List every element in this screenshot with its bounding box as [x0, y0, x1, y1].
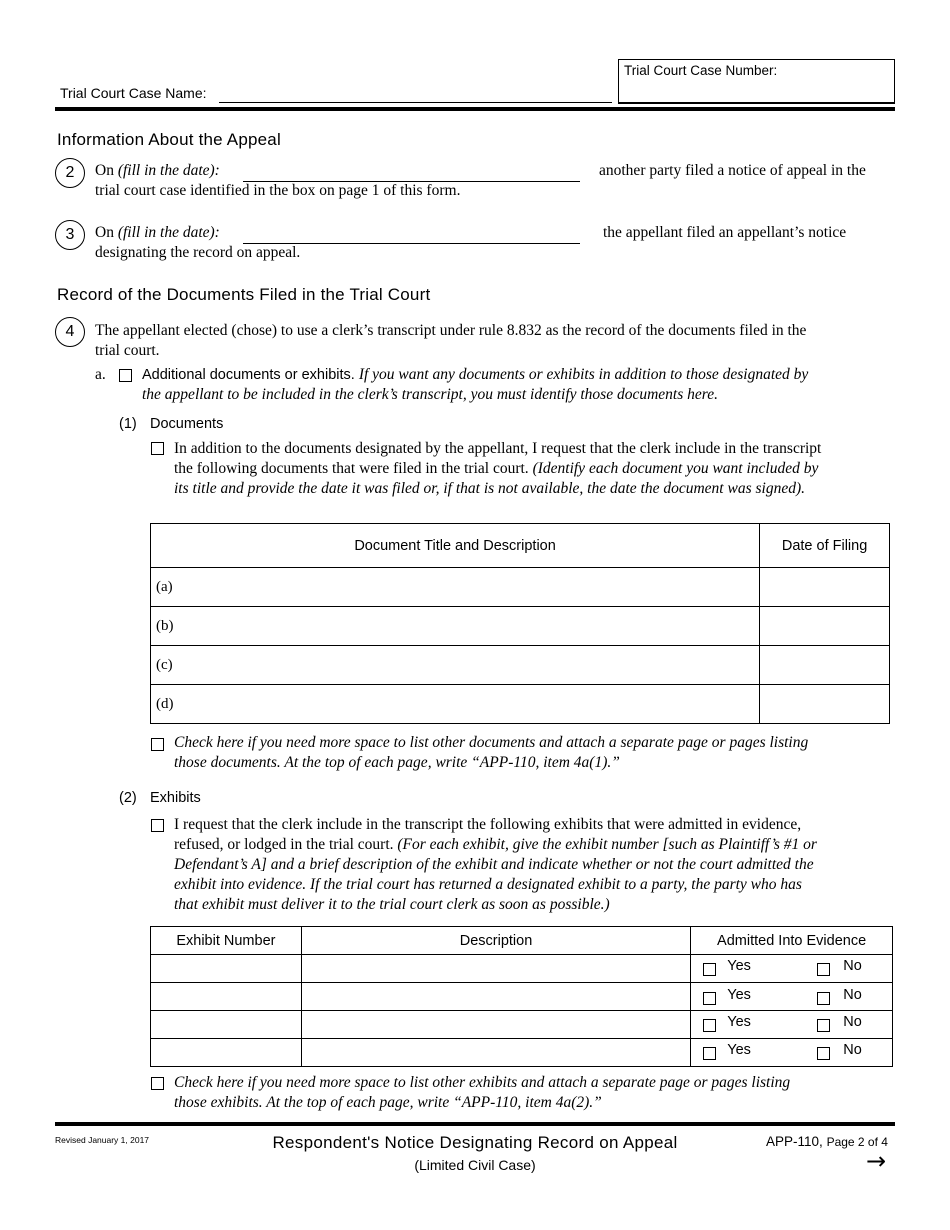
yes-label: Yes [727, 1014, 751, 1030]
item-4-number: 4 [55, 317, 85, 347]
documents-p2: the following documents that were filed in the trial court. (Identify each document you want included by [174, 460, 819, 477]
ex-col-description: Description [301, 927, 690, 955]
page-number: Page 2 of 4 [826, 1135, 888, 1149]
table-row [151, 568, 890, 607]
no-label: No [843, 987, 862, 1003]
item-3-prefix: On (fill in the date): [95, 224, 220, 241]
yes-checkbox[interactable] [703, 992, 716, 1005]
form-subtitle: (Limited Civil Case) [414, 1157, 536, 1173]
documents-num: (1) [119, 416, 137, 432]
yes-label: Yes [727, 958, 751, 974]
item-2-number: 2 [55, 158, 85, 188]
documents-p3: its title and provide the date it was filed or, if that is not available, the date the document was signed). [174, 480, 805, 497]
exhibits-p5: that exhibit must deliver it to the trial court clerk as soon as possible.) [174, 896, 610, 913]
item-4a-letter: a. [95, 366, 106, 383]
ex-number-cell[interactable] [151, 955, 302, 983]
item-2-line2: trial court case identified in the box on page 1 of this form. [95, 182, 461, 199]
table-row [151, 983, 893, 1011]
table-row [151, 685, 890, 724]
ex-number-cell[interactable] [151, 1011, 302, 1039]
exhibits-p2: refused, or lodged in the trial court. (For each exhibit, give the exhibit number [such as Plaintiff’s #1 or [174, 836, 817, 853]
documents-title: Documents [150, 416, 224, 432]
yes-label: Yes [727, 1042, 751, 1058]
item-2-suffix: another party filed a notice of appeal in the [599, 162, 866, 179]
header-rule [55, 107, 895, 111]
doc-date-d[interactable] [760, 685, 890, 724]
no-label: No [843, 1014, 862, 1030]
exhibits-p3: Defendant’s A] and a brief description of the exhibit and indicate whether or not the court admitted the [174, 856, 814, 873]
record-section-title: Record of the Documents Filed in the Trial Court [57, 285, 431, 304]
ex-col-number: Exhibit Number [151, 927, 302, 955]
doc-col-title: Document Title and Description [151, 524, 760, 568]
yes-label: Yes [727, 987, 751, 1003]
case-number-label: Trial Court Case Number: [624, 63, 778, 78]
item-3-suffix: the appellant filed an appellant’s notice [603, 224, 847, 241]
doc-date-b[interactable] [760, 607, 890, 646]
ex-admitted-cell [691, 1039, 893, 1067]
info-section-title: Information About the Appeal [57, 130, 281, 149]
case-name-field[interactable] [219, 102, 612, 103]
doc-row-a[interactable]: (a) [151, 568, 760, 607]
exhibits-num: (2) [119, 790, 137, 806]
ex-description-cell[interactable] [301, 1039, 690, 1067]
no-checkbox[interactable] [817, 992, 830, 1005]
exhibits-table [150, 926, 893, 1067]
no-checkbox[interactable] [817, 1019, 830, 1032]
ex-number-cell[interactable] [151, 1039, 302, 1067]
exhibits-p4: exhibit into evidence. If the trial court has returned a designated exhibit to a party, the party who has [174, 876, 802, 893]
ex-admitted-cell [691, 955, 893, 983]
case-number-box[interactable] [618, 59, 895, 104]
ex-admitted-cell [691, 983, 893, 1011]
more-documents-line1: Check here if you need more space to list other documents and attach a separate page or pages listing [174, 734, 809, 751]
no-checkbox[interactable] [817, 963, 830, 976]
yes-checkbox[interactable] [703, 1019, 716, 1032]
more-exhibits-checkbox[interactable] [151, 1077, 164, 1090]
doc-col-date: Date of Filing [760, 524, 890, 568]
more-exhibits-line1: Check here if you need more space to list other exhibits and attach a separate page or pages listing [174, 1074, 791, 1091]
more-exhibits-line2: those exhibits. At the top of each page, write “APP-110, item 4a(2).” [174, 1094, 602, 1111]
no-checkbox[interactable] [817, 1047, 830, 1060]
table-row [151, 1011, 893, 1039]
doc-date-c[interactable] [760, 646, 890, 685]
doc-row-d[interactable]: (d) [151, 685, 760, 724]
item-4-line2: trial court. [95, 342, 160, 359]
ex-number-cell[interactable] [151, 983, 302, 1011]
doc-row-b[interactable]: (b) [151, 607, 760, 646]
item-2-prefix: On (fill in the date): [95, 162, 220, 179]
form-title: Respondent's Notice Designating Record on Appeal [272, 1133, 678, 1152]
exhibits-table-header [151, 927, 893, 955]
doc-date-a[interactable] [760, 568, 890, 607]
next-page-arrow-icon: → [866, 1147, 887, 1175]
table-row [151, 646, 890, 685]
no-label: No [843, 958, 862, 974]
more-documents-line2: those documents. At the top of each page, write “APP-110, item 4a(1).” [174, 754, 620, 771]
ex-description-cell[interactable] [301, 983, 690, 1011]
table-row [151, 1039, 893, 1067]
table-row [151, 955, 893, 983]
exhibits-checkbox[interactable] [151, 819, 164, 832]
item-4a-instr2: the appellant to be included in the clerk’s transcript, you must identify those documents here. [142, 386, 718, 403]
table-row [151, 607, 890, 646]
item-4a-text: Additional documents or exhibits. If you want any documents or exhibits in addition to those designated by [142, 366, 809, 383]
ex-description-cell[interactable] [301, 1011, 690, 1039]
case-name-label: Trial Court Case Name: [60, 85, 207, 101]
more-documents-checkbox[interactable] [151, 738, 164, 751]
ex-admitted-cell [691, 1011, 893, 1039]
documents-table [150, 523, 890, 724]
item-3-line2: designating the record on appeal. [95, 244, 301, 261]
exhibits-p1: I request that the clerk include in the transcript the following exhibits that were admitted in evidence, [174, 816, 802, 833]
ex-description-cell[interactable] [301, 955, 690, 983]
exhibits-title: Exhibits [150, 790, 201, 806]
doc-row-c[interactable]: (c) [151, 646, 760, 685]
item-3-number: 3 [55, 220, 85, 250]
no-label: No [843, 1042, 862, 1058]
item-4-line1: The appellant elected (chose) to use a clerk’s transcript under rule 8.832 as the record of the documents filed in the [95, 322, 807, 339]
revised-date: Revised January 1, 2017 [55, 1135, 150, 1145]
yes-checkbox[interactable] [703, 963, 716, 976]
documents-table-header [151, 524, 890, 568]
yes-checkbox[interactable] [703, 1047, 716, 1060]
form-id: APP-110, [766, 1134, 823, 1149]
footer-rule [55, 1122, 895, 1126]
documents-checkbox[interactable] [151, 442, 164, 455]
documents-p1: In addition to the documents designated by the appellant, I request that the clerk include in the transcript [174, 440, 822, 457]
additional-docs-checkbox[interactable] [119, 369, 132, 382]
ex-col-admitted: Admitted Into Evidence [691, 927, 893, 955]
